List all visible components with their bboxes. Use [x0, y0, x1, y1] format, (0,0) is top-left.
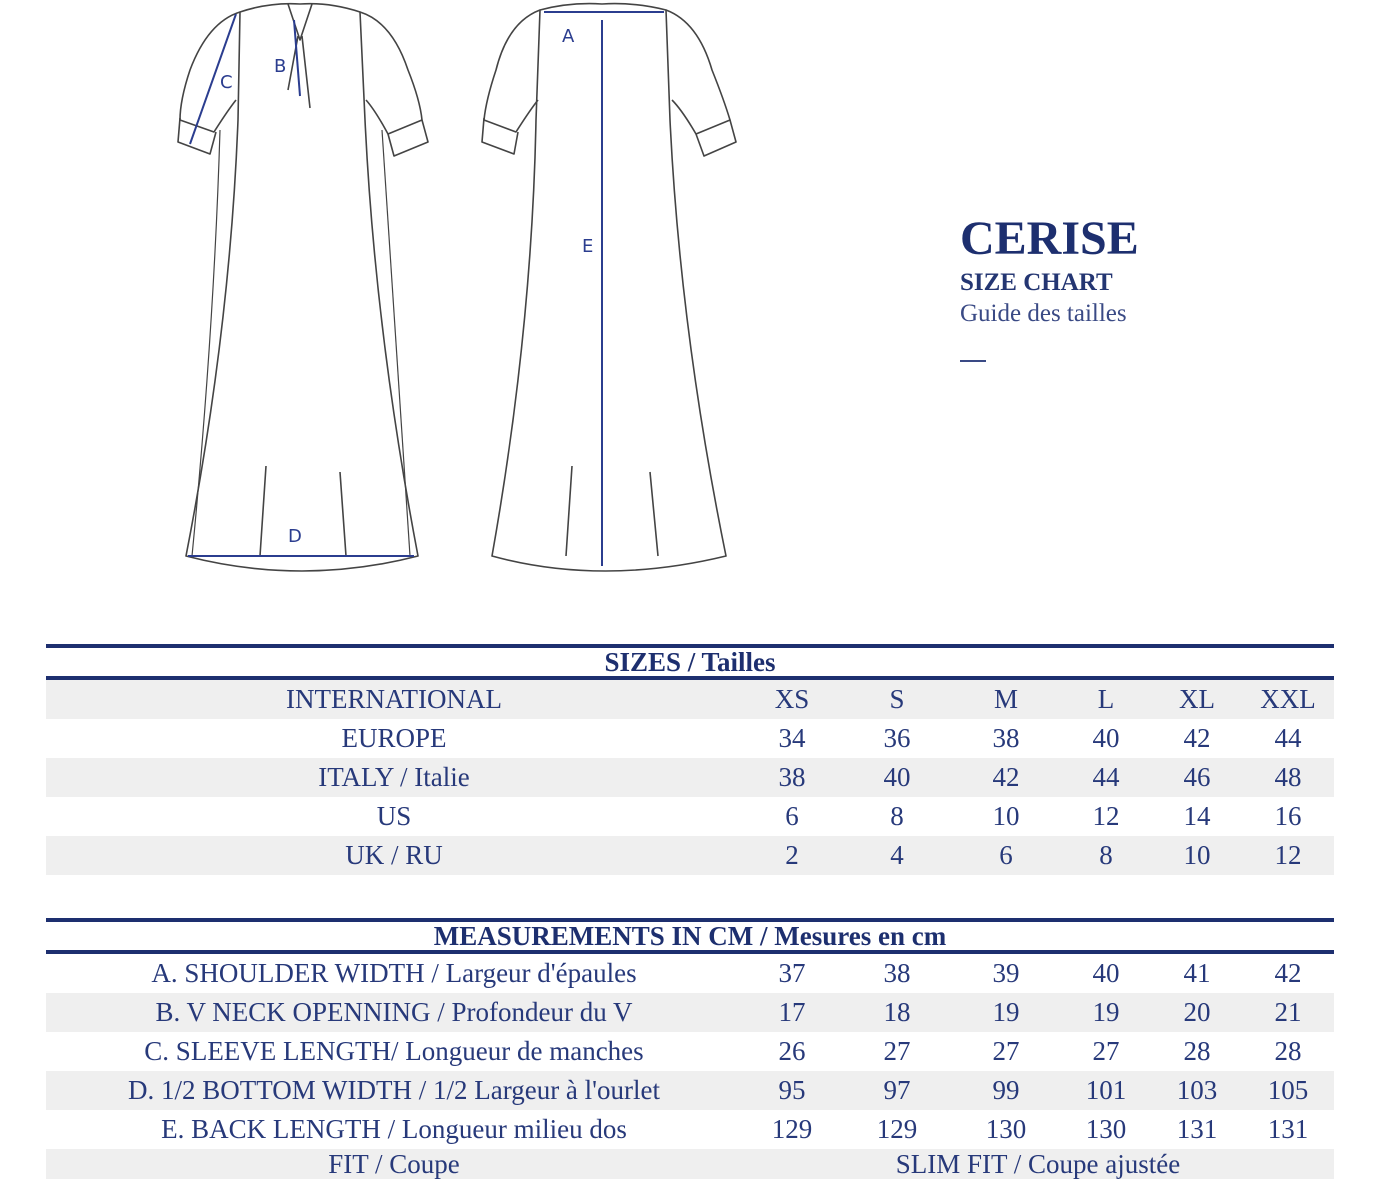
cell-value: 46 [1183, 762, 1211, 792]
brand-name: CERISE [960, 212, 1139, 265]
cell-value: 105 [1267, 1075, 1309, 1105]
table-row [46, 719, 1334, 758]
size-chart-title: SIZE CHART [960, 269, 1113, 296]
cell-value: 38 [992, 723, 1020, 753]
cell-value: 17 [778, 997, 806, 1027]
sizes-header: SIZES / Tailles [46, 644, 1334, 680]
row-label: C. SLEEVE LENGTH/ Longueur de manches [144, 1036, 644, 1066]
cell-value: S [889, 684, 905, 714]
cell-value: 8 [890, 801, 904, 831]
row-label: UK / RU [345, 840, 443, 870]
cell-value: 19 [992, 997, 1020, 1027]
cell-value: 42 [1183, 723, 1211, 753]
cell-value: 40 [883, 762, 911, 792]
row-label: D. 1/2 BOTTOM WIDTH / 1/2 Largeur à l'ourlet [127, 1075, 661, 1105]
table-row [46, 680, 1334, 719]
cell-value: 2 [785, 840, 799, 870]
cell-value: 41 [1183, 958, 1211, 988]
cell-value: 18 [883, 997, 911, 1027]
cell-value: 14 [1183, 801, 1211, 831]
row-label: B. V NECK OPENNING / Profondeur du V [155, 997, 633, 1027]
cell-value: L [1097, 684, 1115, 714]
cell-value: 28 [1274, 1036, 1302, 1066]
front-dress-outline [178, 4, 428, 571]
fit-label: FIT / Coupe [328, 1149, 460, 1179]
cell-value: 40 [1092, 723, 1120, 753]
cell-value: M [993, 684, 1018, 714]
cell-value: 130 [1085, 1114, 1127, 1144]
cell-value: XXL [1260, 684, 1316, 714]
measurement-arrows [188, 12, 664, 566]
fit-row [46, 1149, 1334, 1179]
row-label: EUROPE [341, 723, 447, 753]
table-row [46, 1032, 1334, 1071]
cell-value: 103 [1176, 1075, 1218, 1105]
cell-value: 44 [1092, 762, 1120, 792]
row-label: ITALY / Italie [318, 762, 470, 792]
cell-value: 28 [1183, 1036, 1211, 1066]
measurements-header: MEASUREMENTS IN CM / Mesures en cm [46, 918, 1334, 954]
table-row [46, 954, 1334, 993]
cell-value: 6 [785, 801, 799, 831]
cell-value: 130 [985, 1114, 1027, 1144]
cell-value: 97 [883, 1075, 911, 1105]
size-chart-title-fr: Guide des tailles [960, 300, 1127, 327]
cell-value: 129 [771, 1114, 813, 1144]
cell-value: 131 [1176, 1114, 1218, 1144]
cell-value: 38 [883, 958, 911, 988]
cell-value: 42 [992, 762, 1020, 792]
cell-value: 37 [778, 958, 806, 988]
cell-value: 10 [992, 801, 1020, 831]
cell-value: 12 [1274, 840, 1302, 870]
cell-value: 38 [778, 762, 806, 792]
row-label: E. BACK LENGTH / Longueur milieu dos [161, 1114, 627, 1144]
row-label: INTERNATIONAL [286, 684, 502, 714]
dress-diagram [170, 0, 750, 600]
back-dress-outline [482, 4, 736, 571]
cell-value: 26 [778, 1036, 806, 1066]
table-row [46, 1071, 1334, 1110]
cell-value: 44 [1274, 723, 1302, 753]
brand-block [960, 212, 1139, 362]
label-e: E [582, 236, 594, 257]
cell-value: 99 [992, 1075, 1020, 1105]
cell-value: 19 [1092, 997, 1120, 1027]
cell-value: 27 [1092, 1036, 1120, 1066]
cell-value: 21 [1274, 997, 1302, 1027]
cell-value: 10 [1183, 840, 1211, 870]
cell-value: 4 [890, 840, 904, 870]
cell-value: 12 [1092, 801, 1120, 831]
table-row [46, 1110, 1334, 1149]
cell-value: XL [1179, 684, 1215, 714]
sizes-table [46, 644, 1334, 875]
table-row [46, 758, 1334, 797]
cell-value: 48 [1274, 762, 1302, 792]
table-row [46, 993, 1334, 1032]
row-label: US [376, 801, 412, 831]
cell-value: 39 [992, 958, 1020, 988]
table-row [46, 797, 1334, 836]
cell-value: XS [774, 684, 810, 714]
table-row [46, 836, 1334, 875]
fit-value: SLIM FIT / Coupe ajustée [895, 1149, 1181, 1179]
cell-value: 27 [992, 1036, 1020, 1066]
row-label: A. SHOULDER WIDTH / Largeur d'épaules [151, 958, 637, 988]
cell-value: 8 [1099, 840, 1113, 870]
cell-value: 6 [999, 840, 1013, 870]
cell-value: 34 [778, 723, 806, 753]
label-c: C [220, 72, 233, 93]
cell-value: 36 [883, 723, 911, 753]
cell-value: 42 [1274, 958, 1302, 988]
divider-dash [960, 360, 986, 362]
label-d: D [288, 526, 302, 547]
label-a: A [562, 26, 575, 47]
cell-value: 20 [1183, 997, 1211, 1027]
cell-value: 95 [778, 1075, 806, 1105]
cell-value: 131 [1267, 1114, 1309, 1144]
cell-value: 16 [1274, 801, 1302, 831]
cell-value: 27 [883, 1036, 911, 1066]
measurements-table [46, 918, 1334, 1179]
cell-value: 129 [876, 1114, 918, 1144]
label-b: B [274, 56, 287, 77]
cell-value: 101 [1085, 1075, 1127, 1105]
cell-value: 40 [1092, 958, 1120, 988]
